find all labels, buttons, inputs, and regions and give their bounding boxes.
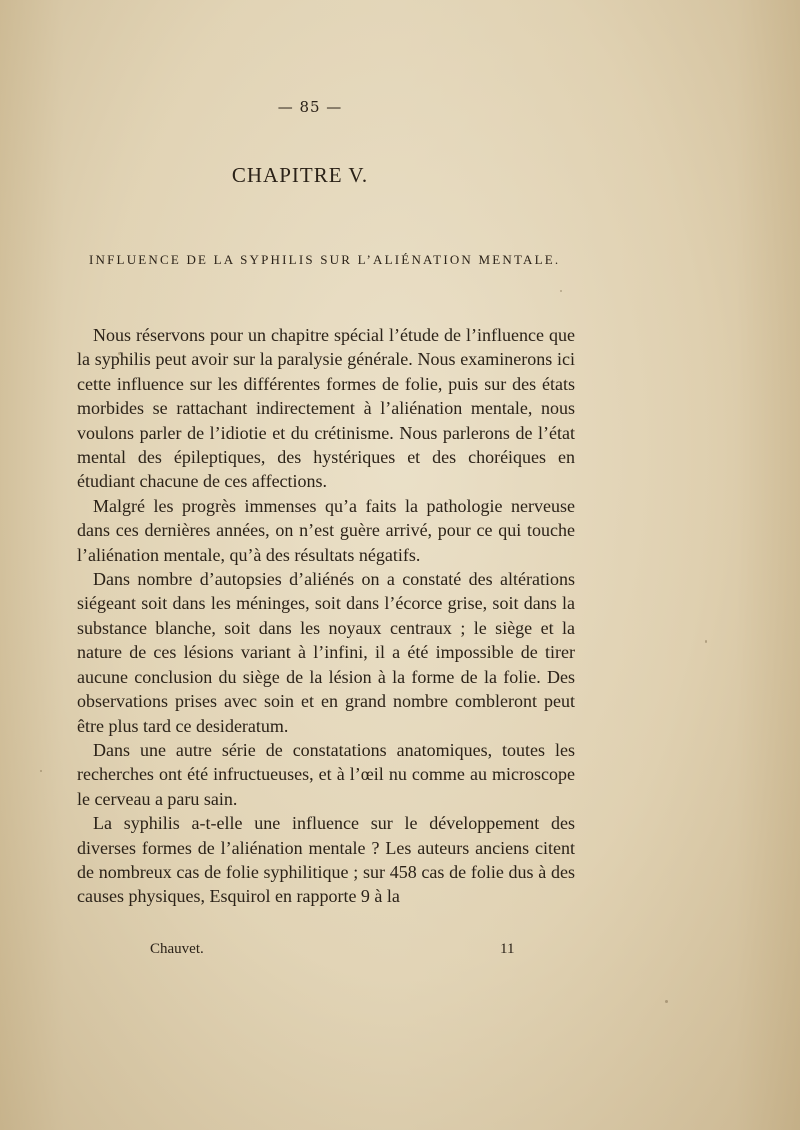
paper-speck (705, 640, 707, 643)
chapter-title: CHAPITRE V. (231, 163, 369, 187)
paragraph: Nous réservons pour un chapitre spécial l’étude de l’influence que la syphilis peut avoir sur la paralysie générale. Nous examinerons ici cette influence sur les différentes formes de folie, puis sur des états morbides se rattachant indirectement à l’aliénation mentale, nous voulons parler de l’idiotie et du crétinisme. Nous parlerons de l’état mental des épileptiques, des hystériques et des choréiques en étudiant chacune de ces affections. (77, 325, 575, 492)
paper-speck (665, 1000, 668, 1003)
footer-author: Chauvet. (150, 941, 204, 957)
paragraph: Dans une autre série de constatations anatomiques, toutes les recherches ont été infructueuses, et à l’œil nu comme au microscope le cerveau a paru sain. (77, 739, 575, 809)
body-text (77, 323, 575, 909)
page-number: — 85 — (277, 98, 343, 116)
paragraph: La syphilis a-t-elle une influence sur le développement des diverses formes de l’aliénation mentale ? Les auteurs anciens citent de nombreux cas de folie syphilitique ; sur 458 cas de folie dus à des causes physiques, Esquirol en rapporte 9 à la (77, 813, 575, 907)
chapter-subtitle: INFLUENCE DE LA SYPHILIS SUR L’ALIÉNATION MENTALE. (89, 252, 561, 267)
paper-speck (40, 770, 42, 772)
paper-speck (560, 290, 562, 292)
paragraph: Malgré les progrès immenses qu’a faits la pathologie nerveuse dans ces dernières années, on n’est guère arrivé, pour ce qui touche l’aliénation mentale, qu’à des résultats négatifs. (77, 495, 575, 565)
paragraph: Dans nombre d’autopsies d’aliénés on a constaté des altérations siégeant soit dans les méninges, soit dans l’écorce grise, soit dans la substance blanche, soit dans les noyaux centraux ; le siège et la nature de ces lésions variant à l’infini, il a été impossible de tirer aucune conclusion du siège de la lésion à la forme de la folie. Des observations prises avec soin et en grand nombre combleront peut être plus tard ce desideratum. (77, 569, 575, 736)
footer-signature-mark: 11 (500, 941, 515, 957)
